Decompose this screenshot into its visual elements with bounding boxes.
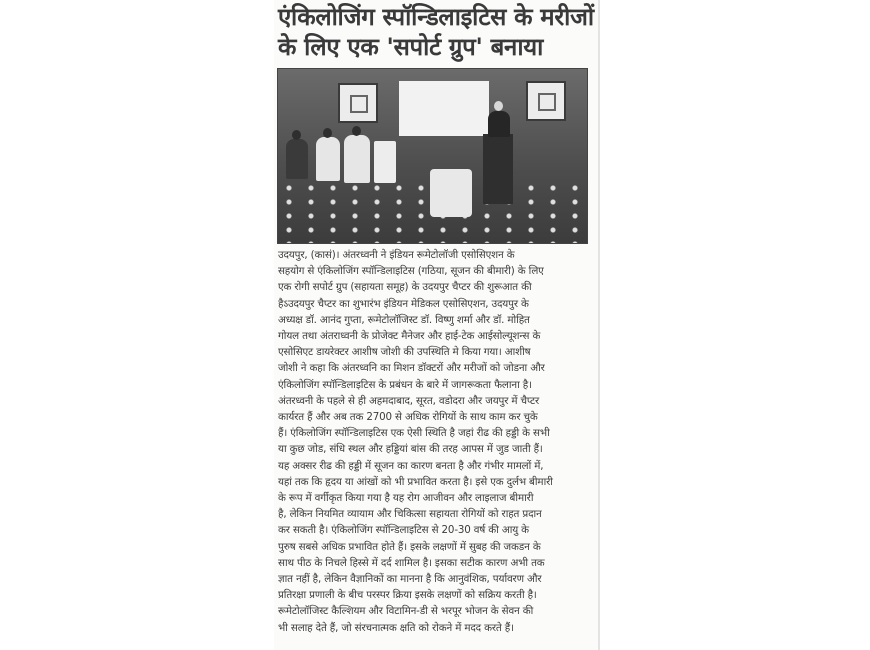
- guest-3-head: [352, 126, 361, 136]
- wall-frame-right: [526, 81, 566, 121]
- body-line: ज्ञात नहीं है, लेकिन वैज्ञानिकों का मानना है कि आनुवंशिक, पर्यावरण और: [278, 573, 542, 586]
- speaker-head: [494, 101, 503, 111]
- seated-guest-1: [286, 139, 308, 179]
- body-line: एक रोगी सपोर्ट ग्रुप (सहायता समूह) के उदयपुर चैप्टर की शुरूआत की: [278, 281, 532, 294]
- body-line: उदयपुर, (कासं)। अंतरध्वनी ने इंडियन रूमेटोलॉजी एसोसिएशन के: [278, 249, 515, 261]
- body-line: प्रतिरक्षा प्रणाली के बीच परस्पर क्रिया इसके लक्षणों को सक्रिय करती है।: [278, 589, 537, 602]
- body-line: सहयोग से एंकिलोजिंग स्पॉन्डिलाइटिस (गठिया, सूजन की बीमारी) के लिए: [278, 265, 544, 278]
- body-line: साथ पीठ के निचले हिस्से में दर्द शामिल है। इसका सटीक कारण अभी तक: [278, 556, 545, 569]
- body-line: हैं। एंकिलोजिंग स्पॉन्डिलाइटिस एक ऐसी स्थिति है जहां रीढ की हड्डी के सभी: [278, 427, 550, 440]
- body-line: कार्यरत हैं और अब तक 2700 से अधिक रोगियों के साथ काम कर चुके: [278, 411, 538, 424]
- seated-guest-2: [316, 137, 340, 181]
- body-line: एसोसिएट डायरेक्टर आशीष जोशी की उपस्थिति मे किया गया। आशीष: [278, 346, 531, 359]
- body-line: अध्यक्ष डॉ. आनंद गुप्ता, रूमेटोलॉजिस्ट डॉ. विष्णु शर्मा और डॉ. मोहित: [278, 313, 530, 326]
- body-line: एंकिलोजिंग स्पॉन्डिलाइटिस के प्रबंधन के बारे में जागरूकता फैलाना है।: [278, 378, 532, 391]
- projection-screen: [399, 81, 489, 136]
- event-photo: [277, 68, 588, 244]
- headline-line-1: एंकिलोजिंग स्पॉन्डिलाइटिस के मरीजों: [278, 3, 594, 31]
- headline: [278, 2, 598, 62]
- center-table: [430, 169, 472, 217]
- body-line: भी सलाह देते हैं, जो संरचनात्मक क्षति को रोकने में मदद करते हैं।: [278, 621, 514, 634]
- article-body: [278, 247, 590, 636]
- body-line: रूमेटोलॉजिस्ट कैल्शियम और विटामिन-डी से भरपूर भोजन के सेवन की: [278, 605, 534, 618]
- wall-frame-left: [338, 83, 378, 123]
- body-line: कर सकती है। एंकिलोजिंग स्पॉन्डिलाइटिस से 20-30 वर्ष की आयु के: [278, 524, 529, 537]
- body-line: हैऽउदयपुर चैप्टर का शुभारंभ इंडियन मेडिकल एसोसिएशन, उदयपुर के: [278, 297, 529, 310]
- body-line: यह अक्सर रीढ की हड्डी में सूजन का कारण बनता है और गंभीर मामलों में,: [278, 459, 544, 472]
- body-line: है, लेकिन नियमित व्यायाम और चिकित्सा सहायता रोगियों को राहत प्रदान: [278, 508, 542, 521]
- speaker: [488, 111, 510, 137]
- seated-guest-3: [344, 135, 370, 183]
- guest-1-head: [292, 130, 301, 140]
- headline-line-2: के लिए एक 'सपोर्ट ग्रुप' बनाया: [278, 33, 544, 61]
- body-line: जोशी ने कहा कि अंतरध्वनि का मिशन डॉक्टरों और मरीजों को जोडना और: [278, 362, 545, 375]
- empty-chair: [374, 141, 396, 183]
- body-line: यहां तक कि हृदय या आंखों को भी प्रभावित करता है। इसे एक दुर्लभ बीमारी: [278, 475, 553, 488]
- body-line: अंतरध्वनी के पहले से ही अहमदाबाद, सूरत, वडोदरा और जयपुर में चैप्टर: [278, 394, 540, 407]
- body-line: के रूप में वर्गीकृत किया गया है यह रोग आजीवन और लाइलाज बीमारी: [278, 492, 534, 505]
- guest-2-head: [323, 128, 332, 138]
- podium: [483, 134, 513, 204]
- body-line: या कुछ जोड, संधि स्थल और हड्डियां बांस की तरह आपस में जुड जाती हैं।: [278, 443, 543, 456]
- body-line: पुरुष सबसे अधिक प्रभावित होते हैं। इसके लक्षणों में सुबह की जकडन के: [278, 540, 541, 553]
- body-line: गोयल तथा अंतराध्वनी के प्रोजेक्ट मैनेजर और हाई-टेक आईसोल्यूशन्स के: [278, 330, 541, 343]
- column-divider: [598, 0, 600, 650]
